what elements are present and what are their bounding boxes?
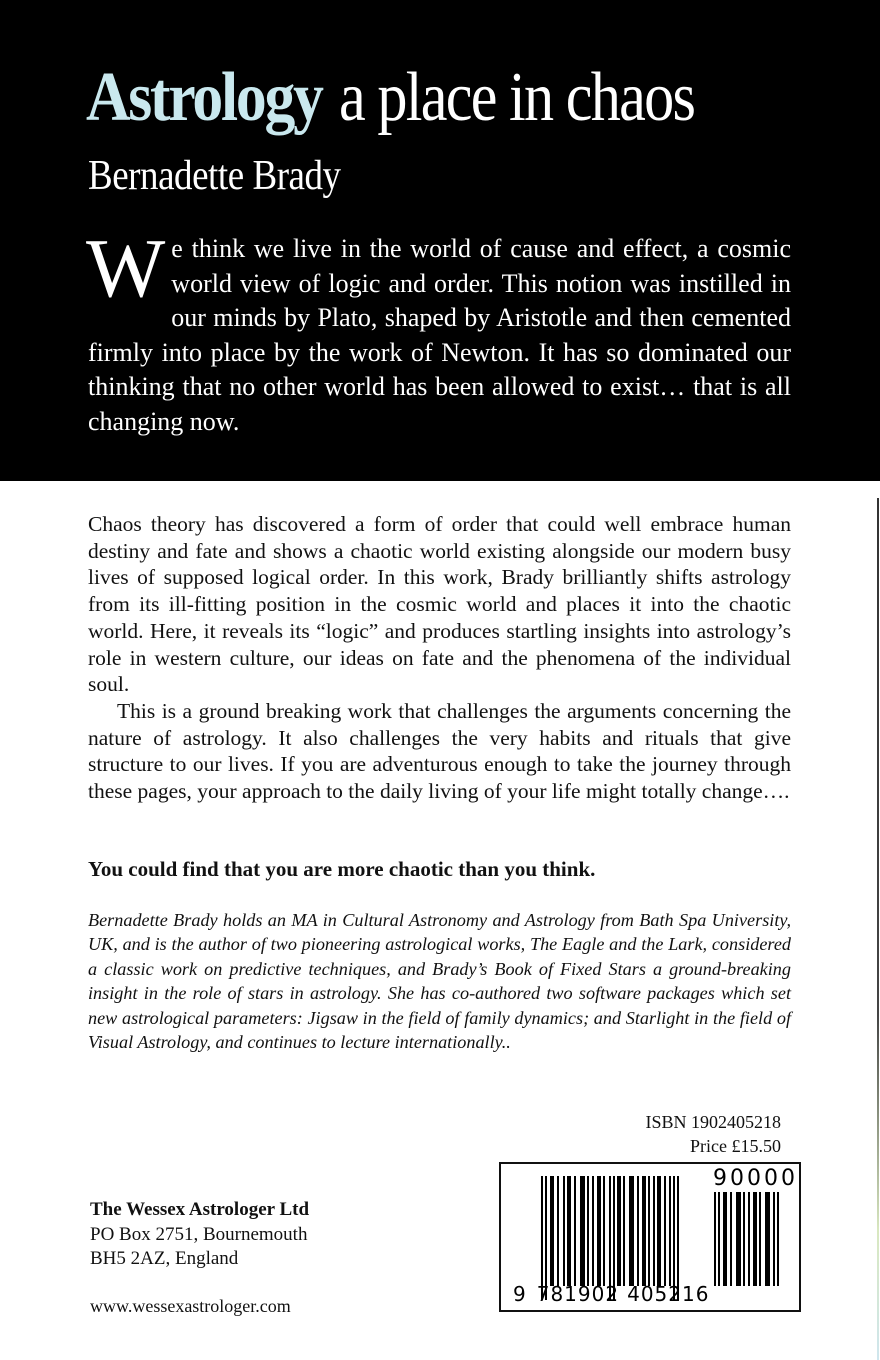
publisher-website: www.wessexastrologer.com <box>90 1296 291 1316</box>
barcode <box>499 1162 801 1312</box>
barcode-addon-bars <box>714 1192 796 1286</box>
barcode-group-1: 781902 <box>536 1282 620 1306</box>
intro-paragraph <box>86 222 791 439</box>
intro-text: e think we live in the world of cause and effect, a cosmic world view of logic and order. This notion was instilled in our minds by Plato, shaped by Aristotle and then cemented firmly into place by the work of Newton. It has so dominated our thinking that no other world has been allowed to exist… that is all changing now. <box>88 234 791 436</box>
author-name: Bernadette Brady <box>88 153 341 199</box>
blurb-paragraph-1: Chaos theory has discovered a form of order that could well embrace human destiny and fate and shows a chaotic world existing alongside our modern busy lives of supposed logical order. In this work, Brady brilliantly shifts astrology from its ill-fitting position in the cosmic world and places it into the chaotic world. Here, it reveals its “logic” and produces startling insights into astrology’s role in western culture, our ideas on fate and the phenomena of the individual soul. <box>88 512 791 697</box>
publisher-block <box>90 1198 309 1272</box>
title-main: Astrology <box>86 59 322 136</box>
blurb <box>88 511 791 805</box>
publisher-address-line-1: PO Box 2751, Bournemouth <box>90 1223 308 1245</box>
title-band <box>0 0 880 481</box>
tagline: You could find that you are more chaotic than you think. <box>88 857 596 881</box>
isbn-price-block <box>645 1110 781 1158</box>
title-subtitle: a place in chaos <box>339 59 695 136</box>
blurb-paragraph-2: This is a ground breaking work that challenges the arguments concerning the nature of astrology. It also challenges the very habits and rituals that give structure to our lives. If you are adventurous enough to take the journey through these pages, your approach to the daily living of your life might totally change…. <box>88 698 791 804</box>
barcode-digits <box>513 1282 709 1306</box>
price: Price £15.50 <box>690 1136 781 1156</box>
barcode-lead-digit: 9 <box>513 1282 527 1306</box>
barcode-addon-digits: 90000 <box>713 1166 798 1191</box>
drop-cap: W <box>86 222 166 315</box>
publisher-address-line-2: BH5 2AZ, England <box>90 1248 239 1269</box>
barcode-main-bars <box>541 1176 701 1286</box>
book-title <box>86 58 752 138</box>
publisher-name: The Wessex Astrologer Ltd <box>90 1199 310 1220</box>
author-bio: Bernadette Brady holds an MA in Cultural Astronomy and Astrology from Bath Spa University, UK, and is the author of two pioneering astrological works, The Eagle and the Lark, considered a classic work on predictive techniques, and Brady’s Book of Fixed Stars a ground-breaking insight in the role of stars in astrology. She has co-authored two software packages which set new astrological parameters: Jigsaw in the field of family dynamics; and Starlight in the field of Visual Astrology, and continues to lecture internationally.. <box>88 910 791 1053</box>
isbn: ISBN 1902405218 <box>645 1112 781 1132</box>
barcode-group-2: 405216 <box>627 1282 710 1306</box>
page-edge-line <box>877 498 879 1360</box>
